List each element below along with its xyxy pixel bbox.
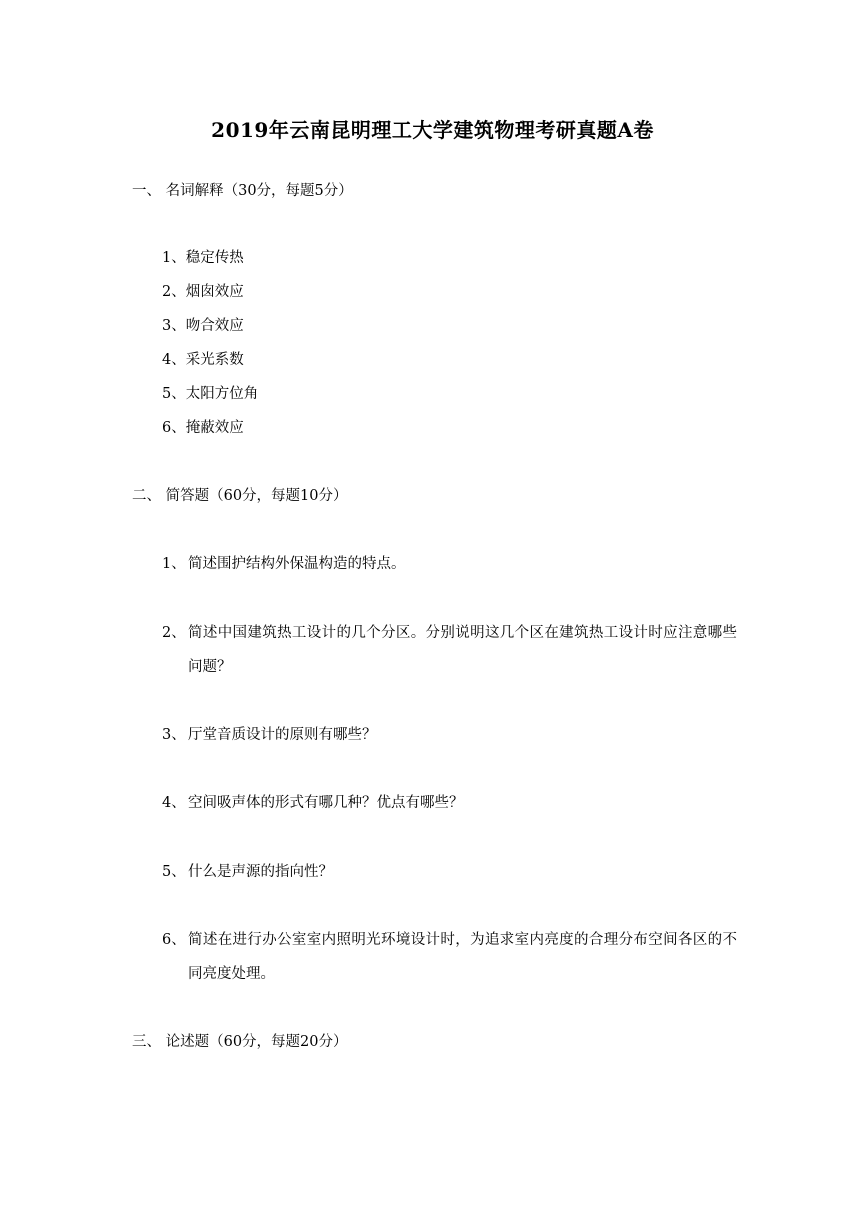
- section-heading-definitions: 一、 名词解释（30分，每题5分）: [132, 183, 353, 199]
- short-answer-question: [162, 923, 737, 991]
- section-heading-essay: 三、 论述题（60分，每题20分）: [132, 1034, 348, 1050]
- question-text: 空间吸声体的形式有哪几种？优点有哪些？: [188, 795, 464, 811]
- question-text: 厅堂音质设计的原则有哪些？: [188, 727, 377, 743]
- short-answer-question: [162, 786, 737, 820]
- short-answer-question: [162, 718, 737, 752]
- question-text: 简述在进行办公室室内照明光环境设计时，为追求室内亮度的合理分布空间各区的不同亮度处理。: [188, 932, 737, 982]
- short-answer-question: [162, 855, 737, 889]
- question-text: 简述中国建筑热工设计的几个分区。分别说明这几个区在建筑热工设计时应注意哪些问题？: [188, 625, 737, 675]
- definition-item: 2、烟囱效应: [162, 284, 244, 300]
- question-text: 简述围护结构外保温构造的特点。: [188, 556, 406, 572]
- short-answer-question: [162, 616, 737, 684]
- definition-item: 4、采光系数: [162, 352, 244, 368]
- question-number: 2、: [162, 625, 186, 641]
- definition-item: 3、吻合效应: [162, 318, 244, 334]
- definition-item: 1、稳定传热: [162, 250, 244, 266]
- definition-item: 6、掩蔽效应: [162, 420, 244, 436]
- question-number: 6、: [162, 932, 186, 948]
- page-title: 2019年云南昆明理工大学建筑物理考研真题A卷: [211, 118, 654, 142]
- question-number: 5、: [162, 864, 186, 880]
- definition-item: 5、太阳方位角: [162, 386, 259, 402]
- section-heading-short-answer: 二、 简答题（60分，每题10分）: [132, 488, 348, 504]
- question-text: 什么是声源的指向性？: [188, 864, 333, 880]
- short-answer-question: [162, 547, 737, 581]
- question-number: 1、: [162, 556, 186, 572]
- question-number: 4、: [162, 795, 186, 811]
- question-number: 3、: [162, 727, 186, 743]
